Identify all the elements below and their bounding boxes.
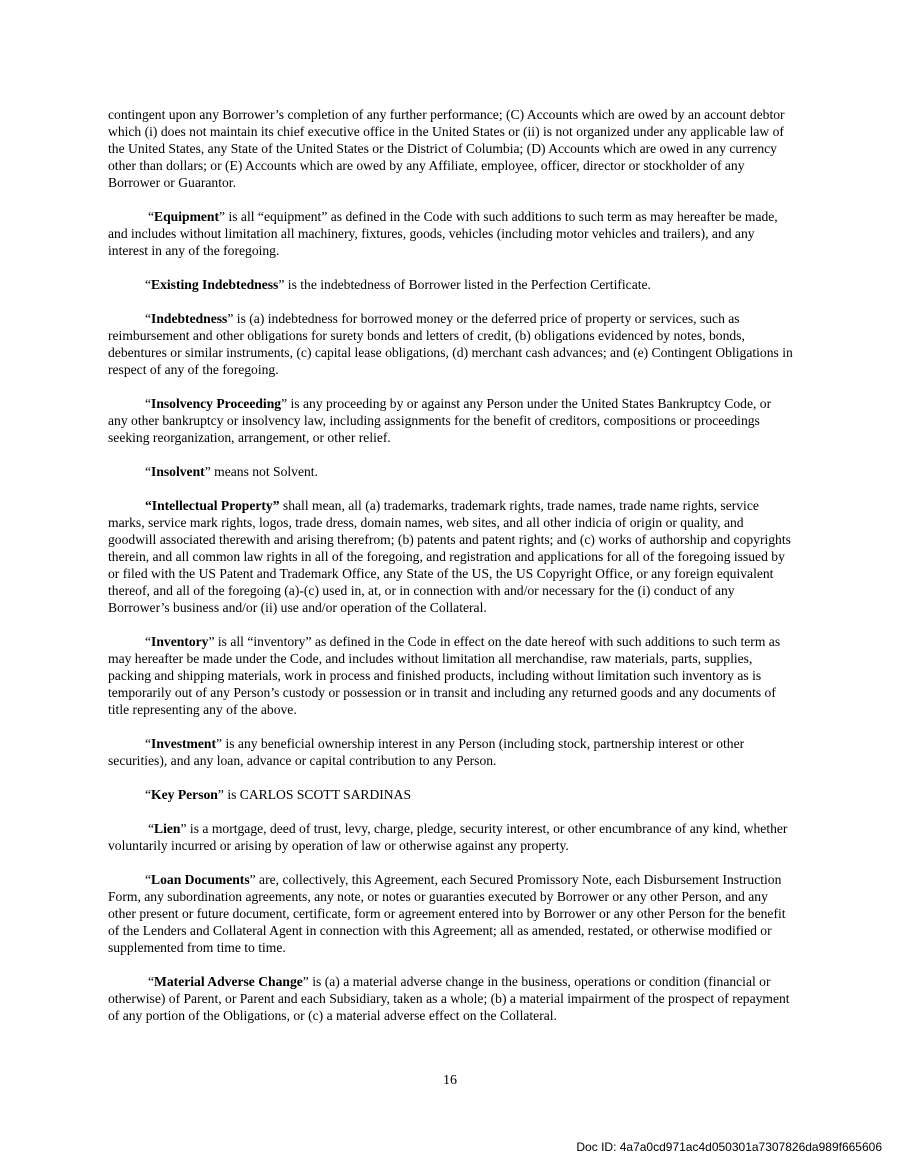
close-quote: ”	[219, 209, 226, 224]
close-quote: ”	[249, 872, 256, 887]
definition-text: is CARLOS SCOTT SARDINAS	[223, 787, 412, 802]
page-body	[108, 106, 794, 1041]
definition-text: is any beneficial ownership interest in any Person (including stock, partnership interest or other securities), and any loan, advance or capital contribution to any Person.	[108, 736, 745, 768]
definition-key-person	[108, 786, 794, 803]
definition-inventory	[108, 633, 794, 718]
open-quote: “	[145, 736, 152, 751]
defined-term: Insolvent	[151, 464, 205, 479]
open-quote: “	[145, 464, 152, 479]
defined-term: Indebtedness	[151, 311, 228, 326]
definition-insolvent	[108, 463, 794, 480]
definition-text: is a mortgage, deed of trust, levy, charge, pledge, security interest, or other encumbrance of any kind, whether voluntarily incurred or arising by operation of law or otherwise against any property.	[108, 821, 788, 853]
definition-material-adverse-change	[108, 973, 794, 1024]
open-quote: “	[145, 498, 152, 513]
definition-text: are, collectively, this Agreement, each Secured Promissory Note, each Disbursement Instruction Form, any subordination agreements, any note, or notes or guaranties executed by Borrower or any other Person, and any other present or future document, certificate, form or agreement entered into by Borrower or any other Person for the benefit of the Lenders and Collateral Agent in connection with this Agreement; all as amended, restated, or otherwise modified or supplemented from time to time.	[108, 872, 786, 955]
open-quote: “	[148, 209, 155, 224]
definition-lien	[108, 820, 794, 854]
close-quote: ”	[227, 311, 234, 326]
definition-insolvency-proceeding	[108, 395, 794, 446]
defined-term: Key Person	[151, 787, 218, 802]
definition-text: is any proceeding by or against any Person under the United States Bankruptcy Code, or any other bankruptcy or insolvency law, including assignments for the benefit of creditors, compositions or proceedings seeking reorganization, arrangement, or other relief.	[108, 396, 772, 445]
close-quote: ”	[208, 634, 215, 649]
definition-text: means not Solvent.	[210, 464, 318, 479]
defined-term: Material Adverse Change	[154, 974, 303, 989]
defined-term: Intellectual Property”	[151, 498, 280, 513]
continuation-paragraph: contingent upon any Borrower’s completion of any further performance; (C) Accounts which are owed by an account debtor which (i) does not maintain its chief executive office in the United States or (ii) is not organized under any applicable law of the United States, any State of the United States or the District of Columbia; (D) Accounts which are owed in any currency other than dollars; or (E) Accounts which are owed by any Affiliate, employee, officer, director or stockholder of any Borrower or Guarantor.	[108, 107, 785, 190]
open-quote: “	[148, 974, 155, 989]
open-quote: “	[145, 787, 152, 802]
close-quote: ”	[302, 974, 309, 989]
definition-equipment	[108, 208, 794, 259]
defined-term: Insolvency Proceeding	[151, 396, 282, 411]
open-quote: “	[145, 277, 152, 292]
definition-text: is the indebtedness of Borrower listed in the Perfection Certificate.	[284, 277, 651, 292]
close-quote: ”	[217, 787, 224, 802]
definition-indebtedness	[108, 310, 794, 378]
definition-investment	[108, 735, 794, 769]
open-quote: “	[148, 821, 155, 836]
definition-intellectual-property	[108, 497, 794, 616]
defined-term: Loan Documents	[151, 872, 250, 887]
definition-existing-indebtedness	[108, 276, 794, 293]
definition-text: is all “inventory” as defined in the Code in effect on the date hereof with such additions to such term as may hereafter be made under the Code, and includes without limitation all merchandise, raw materials, parts, supplies, packing and shipping materials, work in process and finished products, including without limitation such inventory as is temporarily out of any Person’s custody or possession or in transit and including any returned goods and any documents of title representing any of the above.	[108, 634, 781, 717]
open-quote: “	[145, 634, 152, 649]
open-quote: “	[145, 396, 152, 411]
open-quote: “	[145, 872, 152, 887]
definition-text: is (a) indebtedness for borrowed money or the deferred price of property or services, such as reimbursement and other obligations for surety bonds and letters of credit, (b) obligations evidenced by notes, bonds, debentures or similar instruments, (c) capital lease obligations, (d) merchant cash advances; and (e) Contingent Obligations in respect of any of the foregoing.	[108, 311, 793, 377]
definition-loan-documents	[108, 871, 794, 956]
definition-text: shall mean, all (a) trademarks, trademark rights, trade names, trade name rights, service marks, service mark rights, logos, trade dress, domain names, web sites, and all other indicia of origin or quality, and goodwill associated therewith and arising therefrom; (b) patents and patent rights; and (c) works of authorship and copyrights therein, and all common law rights in all of the foregoing, and registration and applications for all of the foregoing issued by or filed with the US Patent and Trademark Office, any State of the US, the US Copyright Office, or any foreign equivalent thereof, and all of the foregoing (a)-(c) used in, at, or in connection with and/or necessary for the (i) conduct of any Borrower’s business and/or (ii) use and/or operation of the Collateral.	[108, 498, 791, 615]
defined-term: Investment	[151, 736, 216, 751]
definition-text: is all “equipment” as defined in the Code with such additions to such term as may hereafter be made, and includes without limitation all machinery, fixtures, goods, vehicles (including motor vehicles and trailers), and any interest in any of the foregoing.	[108, 209, 778, 258]
definition-text: is (a) a material adverse change in the business, operations or condition (financial or otherwise) of Parent, or Parent and each Subsidiary, taken as a whole; (b) a material impairment of the prospect of repayment of any portion of the Obligations, or (c) a material adverse effect on the Collateral.	[108, 974, 790, 1023]
close-quote: ”	[204, 464, 211, 479]
doc-id: Doc ID: 4a7a0cd971ac4d050301a7307826da989f665606	[576, 1140, 882, 1154]
defined-term: Lien	[154, 821, 181, 836]
close-quote: ”	[180, 821, 187, 836]
open-quote: “	[145, 311, 152, 326]
page-number: 16	[443, 1073, 457, 1088]
close-quote: ”	[216, 736, 223, 751]
defined-term: Inventory	[151, 634, 209, 649]
defined-term: Existing Indebtedness	[151, 277, 279, 292]
close-quote: ”	[281, 396, 288, 411]
close-quote: ”	[278, 277, 285, 292]
defined-term: Equipment	[154, 209, 220, 224]
